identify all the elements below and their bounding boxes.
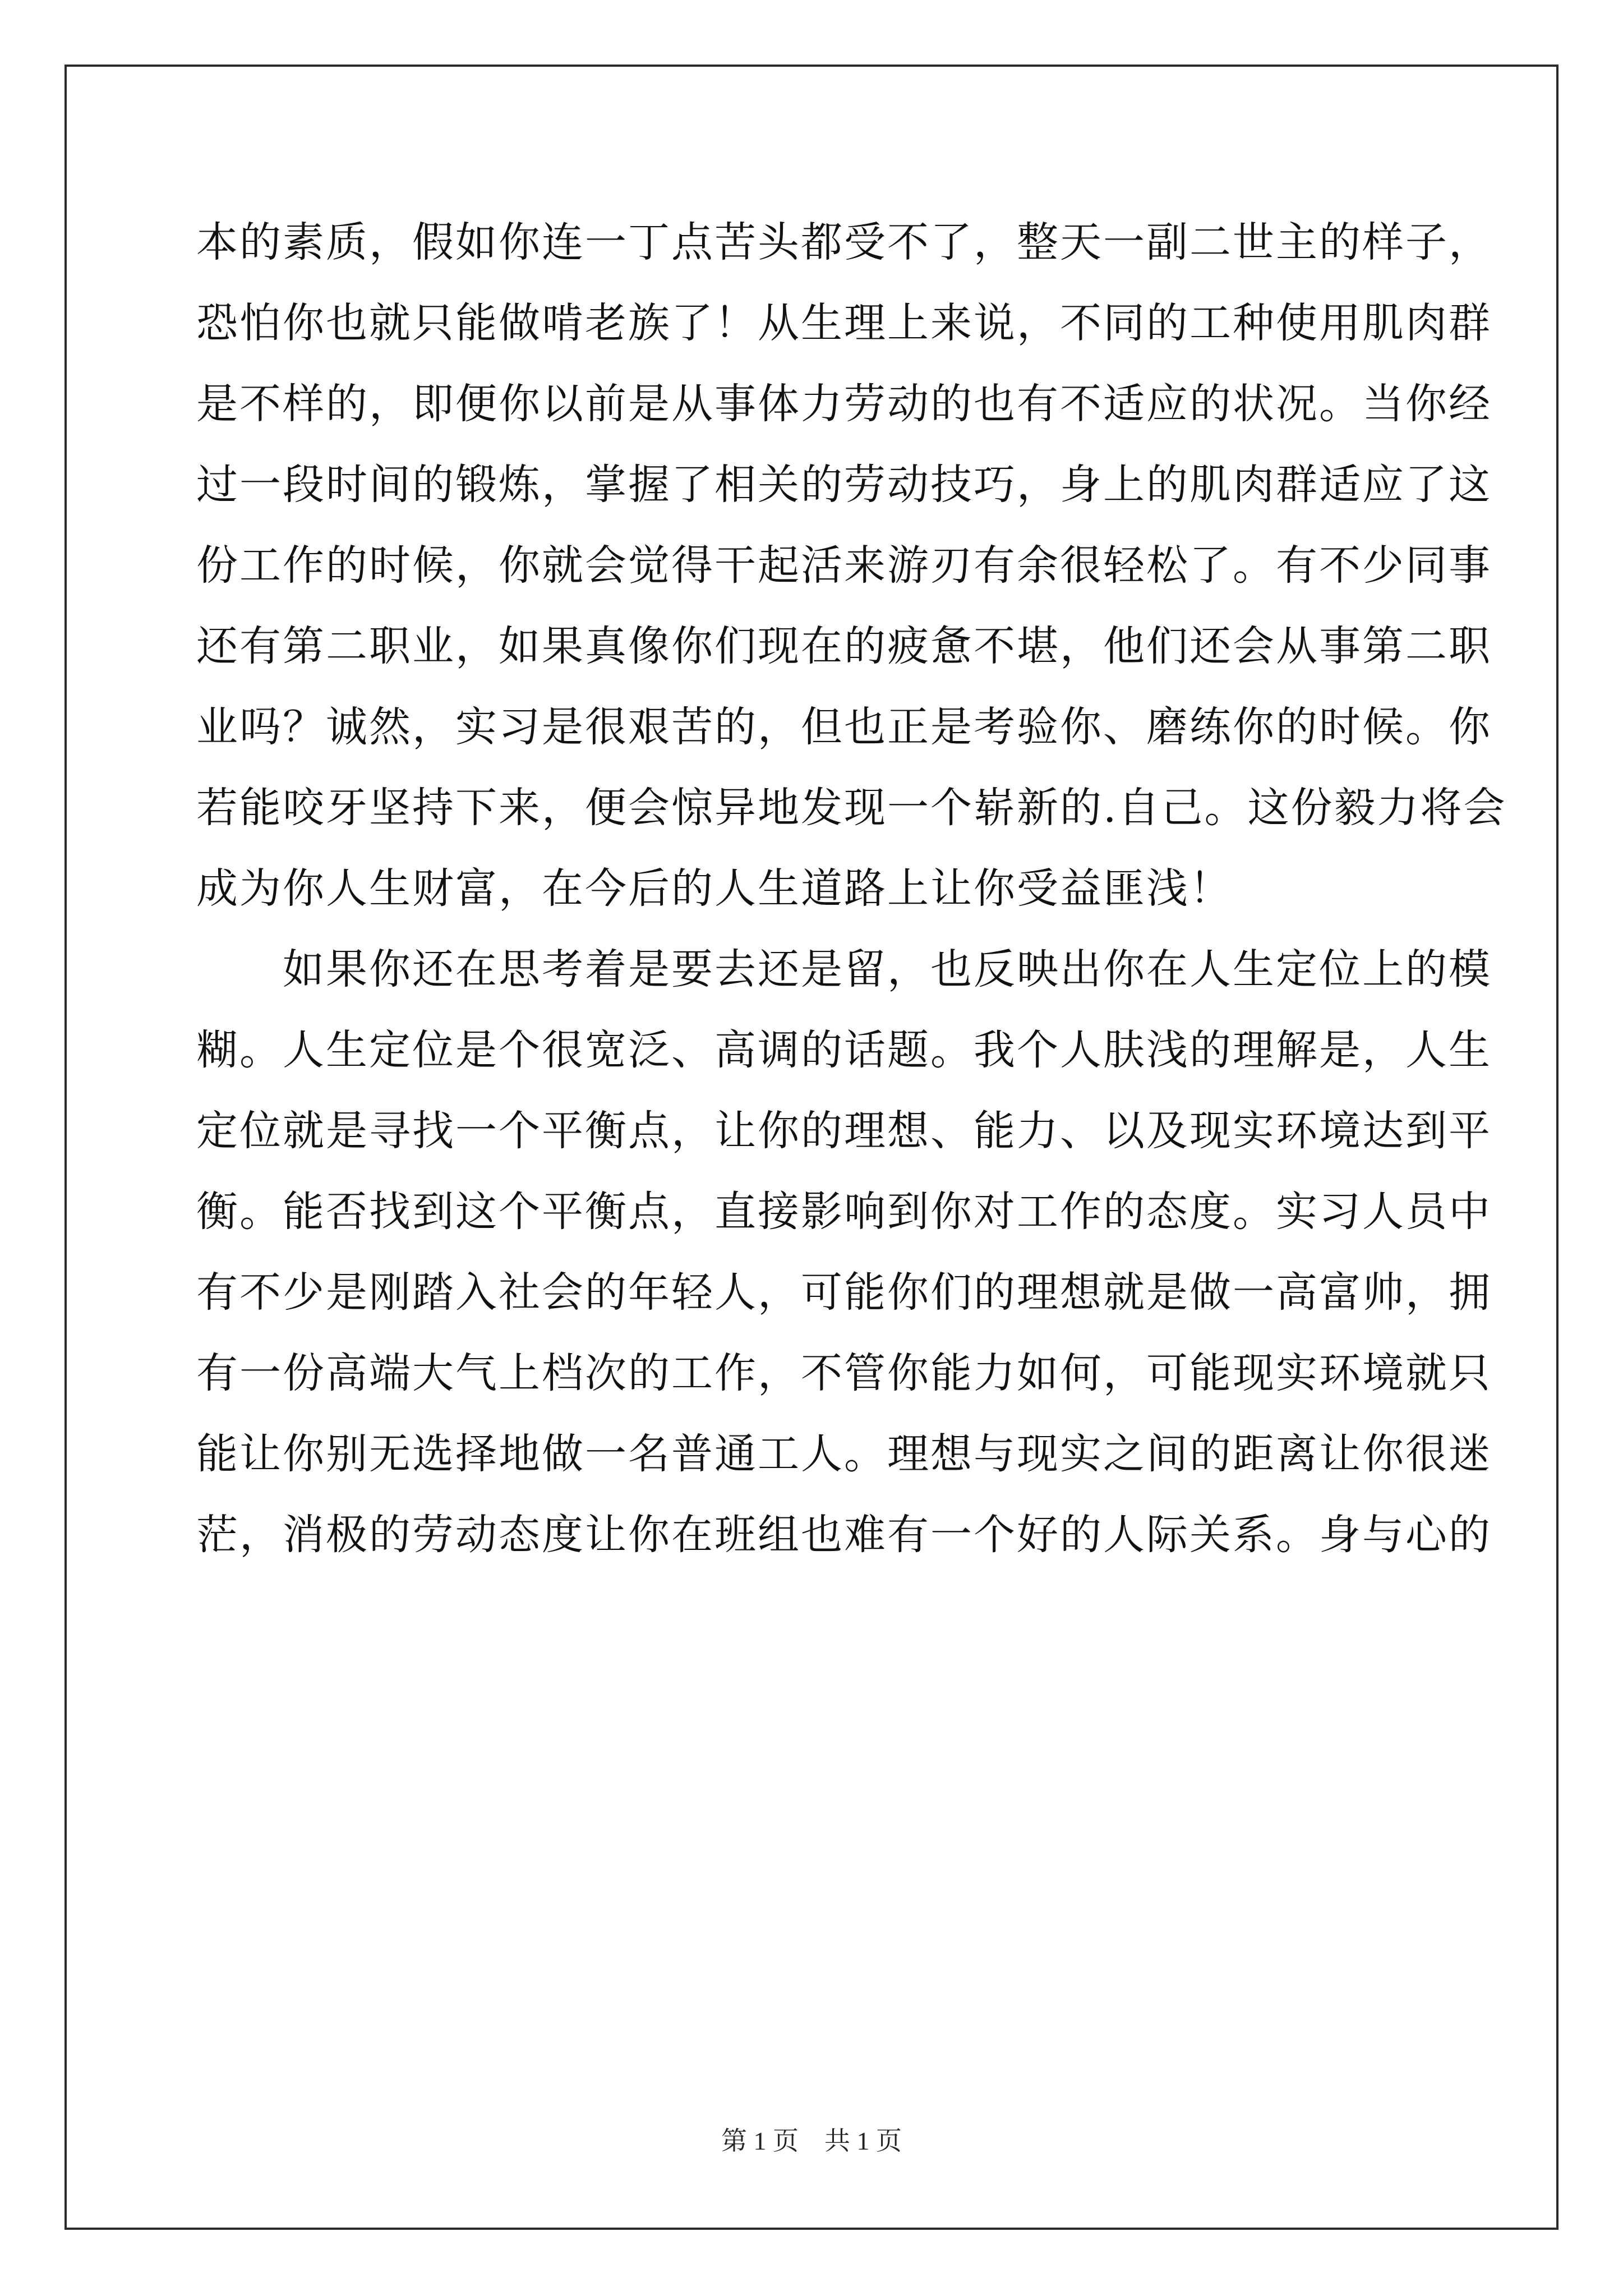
- text-line-4: 过一段时间的锻炼，掌握了相关的劳动技巧，身上的肌肉群适应了这: [196, 461, 1492, 509]
- text-line-7: 业吗？诚然，实习是很艰苦的，但也正是考验你、磨练你的时候。你: [196, 703, 1492, 751]
- text-line-2: 恐怕你也就只能做啃老族了！从生理上来说，不同的工种使用肌肉群: [196, 299, 1492, 347]
- text-line-10: 如果你还在思考着是要去还是留，也反映出你在人生定位上的模: [196, 945, 1492, 993]
- text-line-8: 若能咬牙坚持下来，便会惊异地发现一个崭新的.自己。这份毅力将会: [196, 784, 1507, 832]
- text-line-6: 还有第二职业，如果真像你们现在的疲惫不堪，他们还会从事第二职: [196, 622, 1492, 670]
- text-line-12: 定位就是寻找一个平衡点，让你的理想、能力、以及现实环境达到平: [196, 1107, 1492, 1155]
- text-line-15: 有一份高端大气上档次的工作，不管你能力如何，可能现实环境就只: [196, 1349, 1492, 1397]
- text-line-9: 成为你人生财富，在今后的人生道路上让你受益匪浅！: [196, 864, 1233, 913]
- text-line-11: 糊。人生定位是个很宽泛、高调的话题。我个人肤浅的理解是，人生: [196, 1026, 1492, 1074]
- text-line-5: 份工作的时候，你就会觉得干起活来游刃有余很轻松了。有不少同事: [196, 541, 1492, 590]
- text-line-1: 本的素质，假如你连一丁点苦头都受不了，整天一副二世主的样子，: [196, 218, 1492, 266]
- document-body: [196, 202, 1507, 1575]
- text-line-13: 衡。能否找到这个平衡点，直接影响到你对工作的态度。实习人员中: [196, 1188, 1492, 1236]
- text-line-16: 能让你别无选择地做一名普通工人。理想与现实之间的距离让你很迷: [196, 1430, 1492, 1478]
- page-footer: 第 1 页 共 1 页: [721, 2127, 902, 2155]
- text-line-14: 有不少是刚踏入社会的年轻人，可能你们的理想就是做一高富帅，拥: [196, 1268, 1492, 1317]
- text-line-17: 茫，消极的劳动态度让你在班组也难有一个好的人际关系。身与心的: [196, 1511, 1492, 1559]
- text-line-3: 是不样的，即便你以前是从事体力劳动的也有不适应的状况。当你经: [196, 380, 1492, 428]
